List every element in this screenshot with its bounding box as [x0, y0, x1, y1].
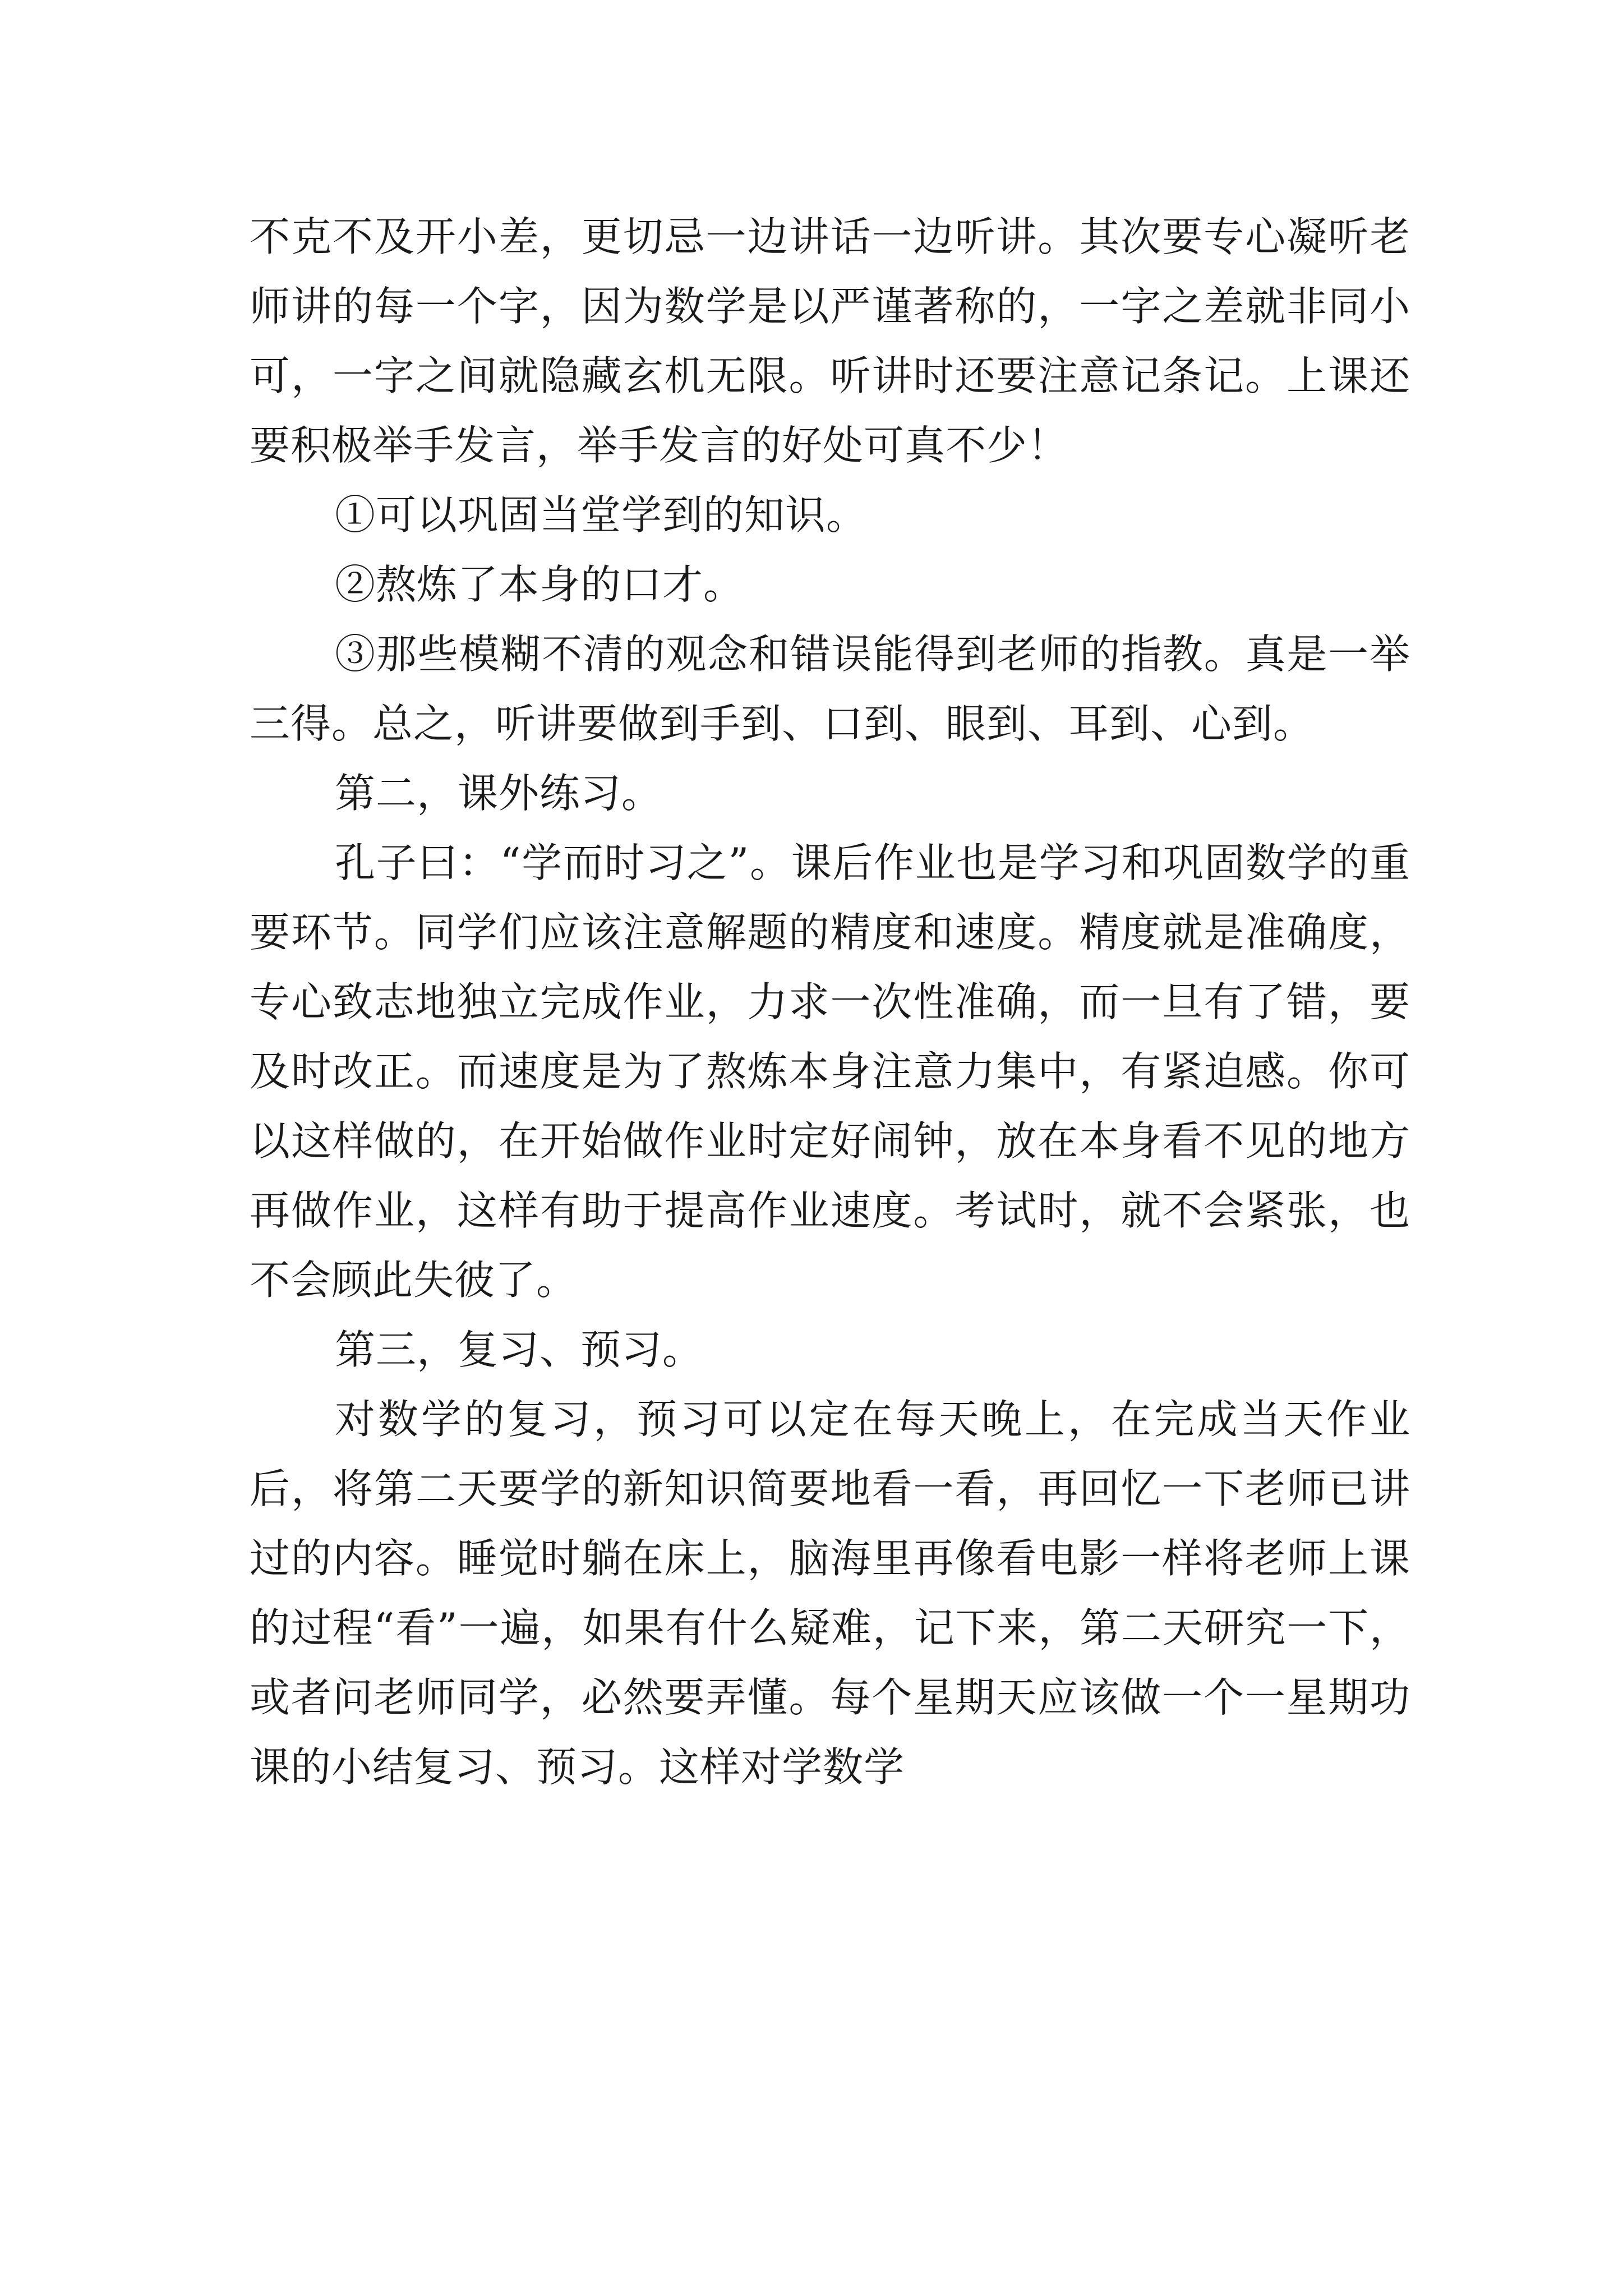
- section-heading-practice: 第二，课外练习。: [335, 770, 663, 817]
- paragraph-benefit-2: ②熬炼了本身的口才。: [335, 561, 745, 608]
- paragraph-listening-tips: 不克不及开小差，更切忌一边讲话一边听讲。其次要专心凝听老师讲的每一个字，因为数学是以严谨著称的，一字之差就非同小可，一字之间就隐藏玄机无限。听讲时还要注意记条记。上课还要积极举手发言，举手发言的好处可真不少！: [250, 213, 1410, 469]
- paragraph-benefit-1: ①可以巩固当堂学到的知识。: [335, 491, 868, 539]
- paragraph-benefit-3: ③那些模糊不清的观念和错误能得到老师的指教。真是一举三得。总之，听讲要做到手到、口到、眼到、耳到、心到。: [250, 631, 1410, 747]
- paragraph-review: 对数学的复习，预习可以定在每天晚上，在完成当天作业后，将第二天要学的新知识简要地看一看，再回忆一下老师已讲过的内容。睡觉时躺在床上，脑海里再像看电影一样将老师上课的过程“看”一遍，如果有什么疑难，记下来，第二天研究一下，或者问老师同学，必然要弄懂。每个星期天应该做一个一星期功课的小结复习、预习。这样对学数学: [250, 1396, 1410, 1791]
- section-heading-review: 第三，复习、预习。: [335, 1326, 704, 1373]
- document-body: [250, 202, 1410, 1802]
- paragraph-practice: 孔子曰：“学而时习之”。课后作业也是学习和巩固数学的重要环节。同学们应该注意解题的精度和速度。精度就是准确度，专心致志地独立完成作业，力求一次性准确，而一旦有了错，要及时改正。而速度是为了熬炼本身注意力集中，有紧迫感。你可以这样做的，在开始做作业时定好闹钟，放在本身看不见的地方再做作业，这样有助于提高作业速度。考试时，就不会紧张，也不会顾此失彼了。: [250, 839, 1410, 1304]
